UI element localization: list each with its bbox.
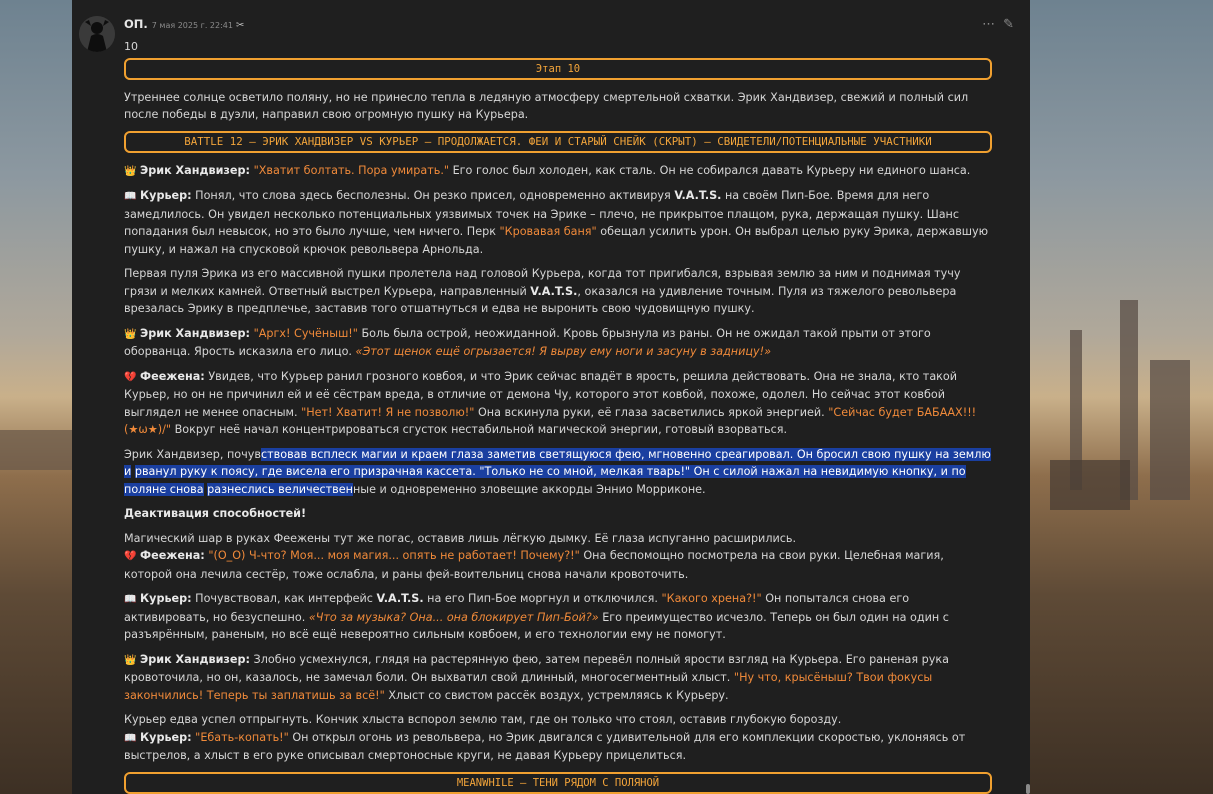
- more-icon[interactable]: ⋯: [982, 17, 996, 32]
- background-right: [1030, 0, 1213, 794]
- paragraph-11: Курьер едва успел отпрыгнуть. Кончик хлыста вспорол землю там, где он только что стоял, оставив глубокую борозду.: [124, 713, 842, 726]
- meanwhile-box: MEANWHILE – ТЕНИ РЯДОМ С ПОЛЯНОЙ: [124, 772, 992, 794]
- crown-icon: 👑: [124, 654, 137, 666]
- paragraph-7: Магический шар в руках Феежены тут же погас, оставив лишь лёгкую дымку. Её глаза испуганно расширились.: [124, 531, 797, 545]
- post-date[interactable]: 7 мая 2025 г. 22:41: [151, 21, 233, 30]
- book-icon: 📖: [124, 191, 137, 202]
- background-left: [0, 0, 72, 794]
- edit-icon[interactable]: ✎: [1003, 17, 1014, 32]
- avatar[interactable]: [79, 16, 115, 52]
- paragraph-5: 💔 Феежена: Увидев, что Курьер ранил грозного ковбоя, и что Эрик сейчас впадёт в ярость, решила действовать. Она не знала, кто такой Курьер, но он не причинил ей и её сёстрам вреда, в отличие от демона Чу, которого этот ковбой, похоже, одолел. Но сейчас этот ковбой выглядел не менее опасным. "Нет! Хватит! Я не позволю!" Она вскинула руки, её глаза засветились яркой энергией. "Сейчас будет БАБААХ!!! (★ω★)/" Вокруг неё начал концентрироваться сгусток нестабильной магической энергии, готовый взорваться.: [124, 369, 977, 436]
- deactivation-heading: Деактивация способностей!: [124, 507, 307, 520]
- text-selection[interactable]: рванул руку к поясу, где висела его призрачная кассета. "Только не со мной, мелкая тварь!" Он с силой нажал на невидимую кнопку, и по поляне снова: [124, 465, 966, 496]
- post-author[interactable]: ОП.: [124, 17, 148, 31]
- post-number: 10: [124, 40, 138, 53]
- forum-post: [72, 0, 1030, 794]
- book-icon: 📖: [124, 732, 137, 744]
- text-selection[interactable]: ствовав всплеск магии и краем глаза заметив светящуюся фею, мгновенно среагировал. Он бросил свою пушку на землю и: [124, 447, 991, 478]
- battle-box: BATTLE 12 – ЭРИК ХАНДВИЗЕР VS КУРЬЕР – ПРОДОЛЖАЕТСЯ. ФЕИ И СТАРЫЙ СНЕЙК (СКРЫТ) – СВИДЕТЕЛИ/ПОТЕНЦИАЛЬНЫЕ УЧАСТНИКИ: [124, 131, 992, 153]
- broken-heart-icon: 💔: [124, 371, 137, 383]
- paragraph-8: 💔 Феежена: "(О_О) Ч-что? Моя... моя магия... опять не работает! Почему?!" Она беспомощно посмотрела на свои руки. Целебная магия, которой она лечила сестёр, тоже ослабла, и раны фей-воительниц снова начали кровоточить.: [124, 549, 944, 581]
- paragraph-1: 👑 Эрик Хандвизер: "Хватит болтать. Пора умирать." Его голос был холоден, как сталь. Он не собирался давать Курьеру ни единого шанса.: [124, 163, 971, 177]
- pin-icon: ✂: [235, 20, 245, 31]
- stage-box: Этап 10: [124, 58, 992, 80]
- post-header: [124, 16, 1020, 34]
- crown-icon: 👑: [124, 328, 137, 340]
- post-content: [124, 38, 992, 794]
- paragraph-2: 📖 Курьер: Понял, что слова здесь бесполезны. Он резко присел, одновременно активируя V.A.T.S. на своём Пип-Бое. Время для него замедлилось. Он увидел несколько потенциальных уязвимых точек на Эрике – плечо, не прикрытое плащом, рука, держащая пушку. Шанс попадания был невысок, но это было лучше, чем ничего. Перк "Кровавая баня" обещал усилить урон. Он выбрал целью руку Эрика, державшую пушку, и нажал на спусковой крючок револьвера Арнольда.: [124, 189, 989, 256]
- paragraph-9: 📖 Курьер: Почувствовал, как интерфейс V.A.T.S. на его Пип-Бое моргнул и отключился. "Какого хрена?!" Он попытался снова его активировать, но безуспешно. «Что за музыка? Она... она блокирует Пип-Бой?» Его преимущество исчезло. Теперь он был один на один с разъярённым, раненым, но всё ещё невероятно сильным ковбоем, и его технологии ему не помогут.: [124, 592, 949, 641]
- paragraph-3: Первая пуля Эрика из его массивной пушки пролетела над головой Курьера, когда тот пригибался, взрывая землю за ним и поднимая тучу грязи и мелких камней. Ответный выстрел Курьера, направленный V.A.T.S., оказался на удивление точным. Пуля из тяжелого револьвера врезалась Эрику в предплечье, заставив того отшатнуться и едва не выронить свою чудовищную пушку.: [124, 267, 961, 315]
- scrollbar[interactable]: [1026, 784, 1030, 794]
- text-selection[interactable]: разнеслись величествен: [207, 482, 353, 496]
- paragraph-4: 👑 Эрик Хандвизер: "Аргх! Сучёныш!" Боль была острой, неожиданной. Кровь брызнула из раны. Он не ожидал такой прыти от этого оборванца. Ярость исказила его лицо. «Этот щенок ещё огрызается! Я вырву ему ноги и засуну в задницу!»: [124, 326, 931, 358]
- paragraph-12: 📖 Курьер: "Ебать-копать!" Он открыл огонь из револьвера, но Эрик двигался с удивительной для его комплекции скоростью, уклоняясь от выстрелов, а хлыст в его руке описывал смертоносные круги, не давая Курьеру прицелиться.: [124, 730, 966, 762]
- paragraph-6: Эрик Хандвизер, почувствовав всплеск магии и краем глаза заметив светящуюся фею, мгновенно среагировал. Он бросил свою пушку на землю и рванул руку к поясу, где висела его призрачная кассета. "Только не со мной, мелкая тварь!" Он с силой нажал на невидимую кнопку, и по поляне снова разнеслись величественные и одновременно зловещие аккорды Эннио Морриконе.: [124, 447, 991, 496]
- book-icon: 📖: [124, 594, 137, 605]
- paragraph-10: 👑 Эрик Хандвизер: Злобно усмехнулся, глядя на растерянную фею, затем перевёл полный ярости взгляд на Курьера. Его раненая рука кровоточила, но он, казалось, не замечал боли. Он выхватил свой длинный, многосегментный хлыст. "Ну что, крысёныш? Твои фокусы закончились! Теперь ты заплатишь за всё!" Хлыст со свистом рассёк воздух, устремляясь к Курьеру.: [124, 652, 950, 702]
- intro-paragraph: Утреннее солнце осветило поляну, но не принесло тепла в ледяную атмосферу смертельной схватки. Эрик Хандвизер, свежий и полный сил после победы в дуэли, направил свою огромную пушку на Курьера.: [124, 90, 969, 121]
- crown-icon: 👑: [124, 165, 137, 177]
- broken-heart-icon: 💔: [124, 551, 137, 562]
- post-actions: [974, 16, 1014, 34]
- user-silhouette-icon: [79, 16, 115, 52]
